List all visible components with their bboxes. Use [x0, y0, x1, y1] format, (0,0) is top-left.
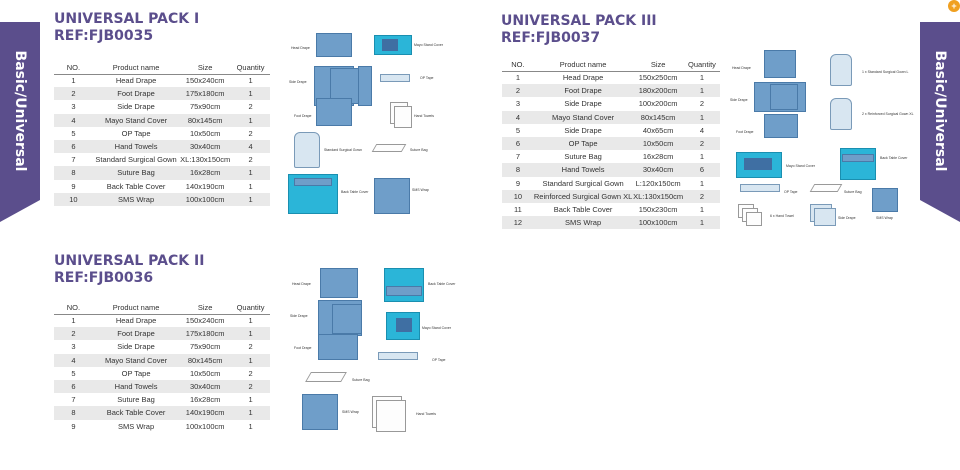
table-cell: Standard Surgical Gown [95, 155, 177, 165]
pack3-label-side-drape: Side Drape [730, 98, 748, 102]
table-row [502, 124, 720, 137]
table-cell: 3 [515, 99, 521, 109]
table-cell: 12 [502, 216, 534, 229]
category-tab-left-label: Basic/Universal [12, 50, 28, 172]
table-cell: 150x240cm [185, 76, 225, 86]
table-row [54, 393, 270, 406]
table-cell: 2 [684, 137, 720, 150]
table-cell: 75x90cm [189, 102, 221, 112]
column-header: Product name [534, 58, 632, 71]
table-row [502, 71, 720, 84]
table-cell: 1 [231, 354, 270, 367]
pack1-label-foot-drape: Foot Drape [294, 114, 312, 118]
table-row [502, 203, 720, 216]
table-cell: 1 [71, 76, 76, 86]
table-row [502, 150, 720, 163]
column-header: Quantity [684, 58, 720, 71]
table-cell: 11 [514, 204, 522, 214]
table-cell: Suture Bag [117, 395, 155, 405]
pack2-label-suture-bag: Suture Bag [352, 378, 370, 382]
table-cell: 40x65cm [642, 125, 674, 135]
table-cell: Side Drape [117, 342, 155, 352]
pack2-table [54, 301, 270, 433]
pack1-diagram [286, 28, 476, 218]
table-cell: Back Table Cover [553, 204, 613, 214]
table-cell: L:120x150cm [635, 178, 681, 188]
table-cell: 2 [248, 368, 253, 378]
table-cell: 1 [684, 84, 720, 97]
table-cell: 1 [248, 76, 253, 86]
table-cell: 80x145cm [179, 114, 231, 127]
table-cell: Hand Towels [93, 140, 179, 153]
column-header: Size [632, 58, 684, 71]
table-cell: 2 [248, 102, 253, 112]
pack3-label-foot-drape: Foot Drape [736, 130, 754, 134]
pack1-label-head-drape: Head Drape [291, 46, 310, 50]
table-row [54, 314, 270, 327]
table-cell: 4 [699, 125, 705, 135]
pack3-label-sms: SMS Wrap [876, 216, 893, 220]
table-cell: 100x100cm [185, 421, 225, 431]
table-row [502, 216, 720, 229]
table-cell: Back Table Cover [106, 181, 166, 191]
category-tab-right [920, 22, 960, 200]
table-cell: Suture Bag [93, 166, 179, 179]
table-cell: 2 [248, 342, 253, 352]
table-row [54, 180, 270, 193]
table-cell: Mayo Stand Cover [93, 354, 179, 367]
pack1-label-back-table: Back Table Cover [341, 190, 369, 194]
pack1-ref: REF:FJB0035 [54, 28, 154, 44]
column-header: Quantity [231, 61, 270, 74]
pack2-label-sms: SMS Wrap [342, 410, 359, 414]
table-row [54, 74, 270, 87]
table-cell: 140x190cm [179, 406, 231, 419]
pack1-label-sms: SMS Wrap [412, 188, 429, 192]
pack2-label-back-table: Back Table Cover [428, 282, 456, 286]
pack3-label-op-tape: OP Tape [784, 190, 798, 194]
table-cell: 1 [248, 316, 253, 326]
pack2-title: UNIVERSAL PACK II [54, 253, 205, 269]
table-cell: 10x50cm [189, 128, 221, 138]
table-cell: Head Drape [115, 76, 157, 86]
table-cell: 2 [684, 190, 720, 203]
table-cell: 1 [699, 152, 705, 162]
table-cell: 16x28cm [642, 152, 674, 162]
table-cell: Back Table Cover [93, 406, 179, 419]
table-cell: 6 [684, 163, 720, 176]
table-row [502, 84, 720, 97]
table-cell: Head Drape [562, 73, 604, 83]
table-cell: 6 [502, 137, 534, 150]
table-cell: 1 [248, 421, 253, 431]
column-header: Quantity [231, 301, 270, 314]
table-row [54, 327, 270, 340]
pack1-title: UNIVERSAL PACK I [54, 11, 200, 27]
table-cell: 1 [699, 178, 705, 188]
table-cell: SMS Wrap [534, 216, 632, 229]
table-cell: 175x180cm [179, 327, 231, 340]
table-cell: 5 [71, 368, 76, 378]
table-cell: 7 [71, 155, 76, 165]
table-cell: 4 [502, 111, 534, 124]
plus-icon[interactable]: + [948, 0, 960, 12]
table-cell: 7 [71, 395, 76, 405]
table-row [502, 163, 720, 176]
table-cell: Reinforced Surgical Gown XL [534, 190, 632, 203]
table-cell: 8 [54, 166, 93, 179]
pack2-label-head-drape: Head Drape [292, 282, 311, 286]
table-row [54, 166, 270, 179]
pack2-label-hand-towels: Hand Towels [416, 412, 436, 416]
pack3-label-hand-towels: 6 x Hand Towel [770, 214, 794, 218]
table-cell: 100x200cm [638, 99, 678, 109]
pack2-label-side-drape: Side Drape [290, 314, 308, 318]
table-cell: 100x100cm [632, 216, 684, 229]
table-cell: Side Drape [564, 99, 602, 109]
table-cell: 30x40cm [179, 380, 231, 393]
pack3-label-back-table: Back Table Cover [880, 156, 908, 160]
pack3-label-rf-gown: 2 x Reinforced Surgical Gown XL [862, 112, 914, 116]
table-row [54, 153, 270, 166]
pack3-title-block [501, 13, 657, 47]
pack3-title: UNIVERSAL PACK III [501, 13, 657, 29]
table-row [54, 420, 270, 433]
table-cell: 1 [71, 316, 76, 326]
column-header: NO. [54, 301, 93, 314]
pack2-diagram [288, 264, 478, 434]
table-cell: 1 [699, 73, 705, 83]
table-cell: Foot Drape [93, 327, 179, 340]
table-cell: Standard Surgical Gown [542, 178, 624, 188]
pack3-table [502, 58, 720, 229]
pack2-label-foot-drape: Foot Drape [294, 346, 312, 350]
pack3-label-side-drape-small: Side Drape [838, 216, 856, 220]
column-header: NO. [54, 61, 93, 74]
table-cell: Side Drape [564, 125, 602, 135]
table-cell: 180x200cm [632, 84, 684, 97]
table-cell: 7 [515, 152, 521, 162]
pack1-label-suture-bag: Suture Bag [410, 148, 428, 152]
pack3-diagram [730, 44, 916, 234]
table-cell: 5 [515, 125, 521, 135]
table-cell: 16x28cm [179, 166, 231, 179]
table-cell: 1 [231, 327, 270, 340]
table-cell: 4 [231, 140, 270, 153]
table-cell: 140x190cm [185, 181, 225, 191]
column-header: Product name [93, 61, 179, 74]
table-cell: 1 [684, 216, 720, 229]
table-cell: 150x240cm [185, 316, 225, 326]
table-cell: 10 [502, 190, 534, 203]
column-header: NO. [502, 58, 534, 71]
table-cell: Foot Drape [534, 84, 632, 97]
category-tab-left [0, 22, 40, 200]
pack3-label-suture-bag: Suture Bag [844, 190, 862, 194]
table-cell: 1 [231, 193, 270, 206]
table-cell: 10x50cm [632, 137, 684, 150]
table-cell: 6 [54, 380, 93, 393]
table-cell: 1 [515, 73, 521, 83]
table-cell: 2 [54, 87, 93, 100]
table-cell: 2 [248, 128, 253, 138]
table-row [54, 100, 270, 113]
table-cell: 1 [684, 111, 720, 124]
pack2-title-block [54, 253, 204, 287]
table-cell: 150x250cm [638, 73, 678, 83]
table-cell: 9 [515, 178, 521, 188]
table-cell: 3 [71, 102, 76, 112]
table-row [54, 193, 270, 206]
table-cell: 9 [71, 181, 76, 191]
table-cell: Mayo Stand Cover [534, 111, 632, 124]
table-cell: 2 [248, 155, 253, 165]
table-cell: 2 [54, 327, 93, 340]
table-cell: 3 [71, 342, 76, 352]
table-row [502, 111, 720, 124]
column-header: Size [179, 61, 231, 74]
pack3-label-std-gown: 1 x Standard Surgical Gown L [862, 70, 909, 74]
table-cell: 10 [54, 193, 93, 206]
table-cell: 8 [502, 163, 534, 176]
table-cell: 4 [54, 354, 93, 367]
pack1-label-op-tape: OP Tape [420, 76, 434, 80]
table-cell: 75x90cm [189, 342, 221, 352]
table-cell: 2 [231, 380, 270, 393]
table-cell: 1 [231, 114, 270, 127]
table-row [54, 114, 270, 127]
pack2-label-op-tape: OP Tape [432, 358, 446, 362]
table-cell: OP Tape [534, 137, 632, 150]
table-cell: 1 [231, 406, 270, 419]
table-cell: 1 [231, 166, 270, 179]
pack1-label-gown: Standard Surgical Gown [324, 148, 362, 152]
pack3-label-mayo: Mayo Stand Cover [786, 164, 815, 168]
table-cell: Hand Towels [93, 380, 179, 393]
table-row [502, 190, 720, 203]
table-cell: Mayo Stand Cover [93, 114, 179, 127]
table-cell: 1 [248, 395, 253, 405]
table-cell: 16x28cm [189, 395, 221, 405]
column-header: Size [179, 301, 231, 314]
table-cell: OP Tape [121, 128, 151, 138]
table-cell: 150x230cm [638, 204, 678, 214]
table-cell: XL:130x150cm [180, 155, 231, 165]
table-row [502, 177, 720, 190]
table-cell: 30x40cm [632, 163, 684, 176]
table-cell: 175x180cm [179, 87, 231, 100]
table-row [54, 340, 270, 353]
pack1-title-block [54, 11, 199, 45]
column-header: Product name [93, 301, 179, 314]
category-tab-right-label: Basic/Universal [932, 50, 948, 172]
table-row [502, 137, 720, 150]
pack1-table [54, 61, 270, 206]
table-cell: Foot Drape [93, 87, 179, 100]
table-cell: 1 [231, 87, 270, 100]
table-cell: Hand Towels [534, 163, 632, 176]
table-cell: 8 [54, 406, 93, 419]
table-row [54, 127, 270, 140]
table-cell: 30x40cm [179, 140, 231, 153]
table-row [502, 97, 720, 110]
table-cell: 2 [502, 84, 534, 97]
table-cell: OP Tape [121, 368, 151, 378]
pack3-ref: REF:FJB0037 [501, 30, 601, 46]
table-cell: 10x50cm [189, 368, 221, 378]
table-cell: 80x145cm [632, 111, 684, 124]
table-row [54, 367, 270, 380]
table-cell: 9 [71, 421, 76, 431]
pack2-ref: REF:FJB0036 [54, 270, 154, 286]
table-cell: 80x145cm [179, 354, 231, 367]
table-row [54, 87, 270, 100]
table-cell: 2 [699, 99, 705, 109]
table-row [54, 140, 270, 153]
table-row [54, 406, 270, 419]
table-cell: Suture Bag [564, 152, 602, 162]
table-cell: SMS Wrap [118, 421, 155, 431]
table-cell: 6 [54, 140, 93, 153]
table-cell: Side Drape [117, 102, 155, 112]
pack2-label-mayo: Mayo Stand Cover [422, 326, 451, 330]
pack1-label-mayo: Mayo Stand Cover [414, 43, 443, 47]
pack3-label-head-drape: Head Drape [732, 66, 751, 70]
pack1-label-side-drape: Side Drape [289, 80, 307, 84]
table-row [54, 380, 270, 393]
table-cell: 1 [248, 181, 253, 191]
table-row [54, 354, 270, 367]
table-cell: 100x100cm [179, 193, 231, 206]
table-cell: SMS Wrap [93, 193, 179, 206]
table-cell: XL:130x150cm [632, 190, 684, 203]
pack1-label-hand-towels: Hand Towels [414, 114, 434, 118]
table-cell: Head Drape [115, 316, 157, 326]
table-cell: 4 [54, 114, 93, 127]
table-cell: 1 [699, 204, 705, 214]
table-cell: 5 [71, 128, 76, 138]
